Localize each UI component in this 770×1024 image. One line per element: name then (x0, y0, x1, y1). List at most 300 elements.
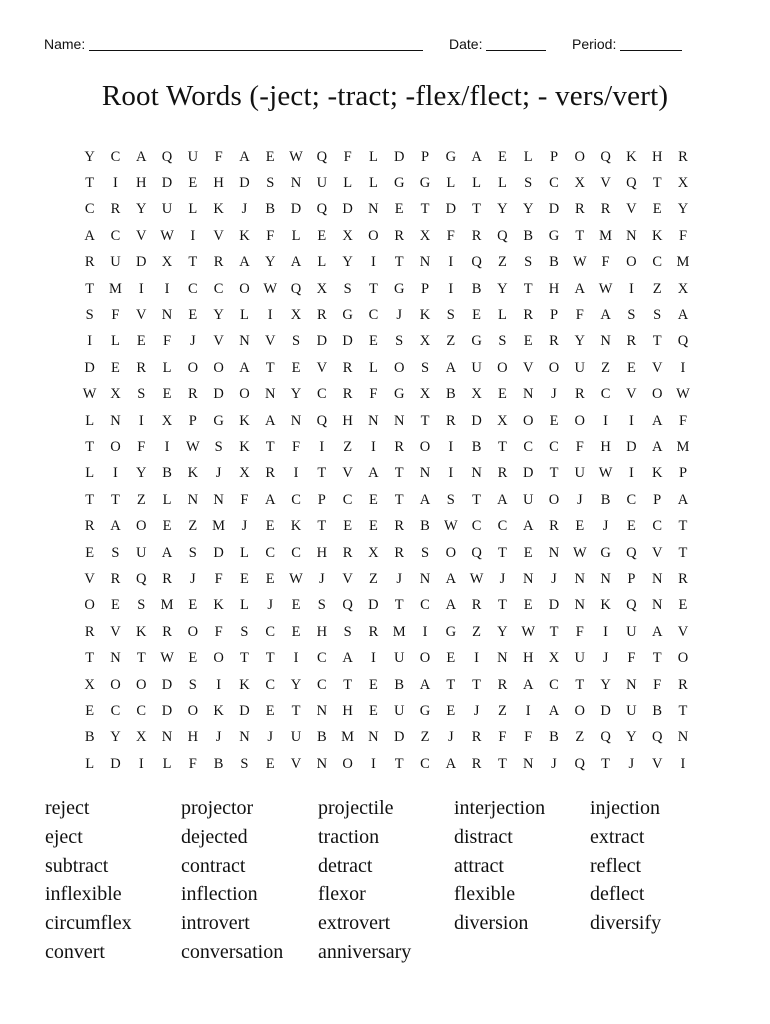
grid-letter[interactable]: R (162, 623, 173, 640)
grid-letter[interactable]: R (136, 359, 147, 376)
grid-letter[interactable]: S (85, 307, 95, 324)
grid-letter[interactable]: K (213, 702, 225, 719)
grid-letter[interactable]: O (239, 280, 251, 297)
grid-letter[interactable]: B (394, 676, 405, 693)
grid-letter[interactable]: R (213, 254, 224, 271)
grid-letter[interactable]: Q (161, 148, 173, 165)
grid-letter[interactable]: Y (497, 201, 509, 218)
grid-letter[interactable]: T (575, 227, 585, 244)
grid-letter[interactable]: W (469, 570, 484, 587)
grid-letter[interactable]: R (110, 570, 121, 587)
grid-letter[interactable]: N (239, 729, 251, 746)
grid-letter[interactable]: O (136, 518, 147, 535)
grid-letter[interactable]: X (161, 254, 173, 271)
grid-letter[interactable]: F (575, 438, 585, 455)
grid-letter[interactable]: E (162, 386, 172, 403)
grid-letter[interactable]: Y (290, 386, 302, 403)
grid-letter[interactable]: U (316, 175, 328, 192)
grid-letter[interactable]: O (213, 359, 225, 376)
grid-letter[interactable]: R (394, 544, 405, 561)
grid-letter[interactable]: Q (677, 333, 689, 350)
grid-letter[interactable]: O (445, 544, 457, 561)
grid-letter[interactable]: C (265, 623, 276, 640)
grid-letter[interactable]: A (600, 307, 612, 324)
grid-letter[interactable]: N (316, 755, 328, 772)
grid-letter[interactable]: F (214, 623, 224, 640)
grid-letter[interactable]: A (445, 597, 457, 614)
grid-letter[interactable]: W (185, 438, 201, 455)
grid-letter[interactable]: X (110, 386, 122, 403)
grid-letter[interactable]: I (370, 438, 377, 455)
grid-letter[interactable]: I (628, 465, 635, 482)
grid-letter[interactable]: Q (626, 175, 638, 192)
grid-letter[interactable]: T (136, 650, 147, 667)
grid-letter[interactable]: C (265, 544, 276, 561)
grid-letter[interactable]: E (265, 518, 276, 535)
grid-letter[interactable]: E (188, 650, 198, 667)
grid-letter[interactable]: O (368, 227, 380, 244)
grid-letter[interactable]: O (677, 650, 689, 667)
grid-letter[interactable]: U (136, 544, 147, 561)
grid-letter[interactable]: R (110, 201, 121, 218)
grid-letter[interactable]: F (627, 650, 636, 667)
grid-letter[interactable]: Z (497, 702, 508, 719)
grid-letter[interactable]: Y (600, 676, 612, 693)
grid-letter[interactable]: O (574, 412, 586, 429)
grid-letter[interactable]: W (289, 570, 304, 587)
grid-letter[interactable]: R (497, 676, 508, 693)
grid-letter[interactable]: V (136, 307, 147, 324)
grid-letter[interactable]: C (213, 280, 224, 297)
grid-letter[interactable]: E (368, 491, 379, 508)
grid-letter[interactable]: U (393, 650, 405, 667)
grid-letter[interactable]: S (240, 755, 249, 772)
grid-letter[interactable]: Y (677, 201, 689, 218)
grid-letter[interactable]: E (626, 518, 637, 535)
grid-letter[interactable]: A (419, 491, 431, 508)
grid-letter[interactable]: B (523, 227, 534, 244)
grid-letter[interactable]: T (265, 359, 276, 376)
grid-letter[interactable]: Y (574, 333, 586, 350)
grid-letter[interactable]: D (522, 465, 534, 482)
grid-letter[interactable]: E (111, 597, 121, 614)
grid-letter[interactable]: G (445, 623, 457, 640)
grid-letter[interactable]: R (600, 201, 611, 218)
grid-letter[interactable]: T (497, 597, 508, 614)
grid-letter[interactable]: T (678, 702, 688, 719)
grid-letter[interactable]: E (291, 359, 301, 376)
grid-letter[interactable]: A (239, 148, 251, 165)
grid-letter[interactable]: J (473, 702, 480, 719)
grid-letter[interactable]: F (575, 307, 585, 324)
grid-letter[interactable]: C (110, 702, 121, 719)
grid-letter[interactable]: F (678, 412, 688, 429)
grid-letter[interactable]: Y (522, 201, 534, 218)
grid-letter[interactable]: B (549, 729, 560, 746)
grid-letter[interactable]: W (598, 280, 613, 297)
grid-letter[interactable]: R (497, 465, 508, 482)
grid-letter[interactable]: N (522, 386, 534, 403)
grid-letter[interactable]: C (497, 518, 508, 535)
grid-letter[interactable]: I (448, 254, 454, 271)
grid-letter[interactable]: E (368, 333, 379, 350)
grid-letter[interactable]: C (652, 254, 663, 271)
grid-letter[interactable]: R (342, 386, 353, 403)
grid-letter[interactable]: S (214, 438, 224, 455)
grid-letter[interactable]: E (317, 227, 327, 244)
grid-letter[interactable]: Y (290, 676, 302, 693)
grid-letter[interactable]: F (601, 254, 611, 271)
grid-letter[interactable]: X (368, 544, 380, 561)
grid-letter[interactable]: I (448, 438, 454, 455)
grid-letter[interactable]: T (420, 412, 430, 429)
grid-letter[interactable]: R (471, 755, 482, 772)
grid-letter[interactable]: X (239, 465, 251, 482)
grid-letter[interactable]: C (549, 438, 560, 455)
grid-letter[interactable]: R (678, 148, 689, 165)
grid-letter[interactable]: C (420, 755, 431, 772)
grid-letter[interactable]: S (240, 623, 249, 640)
grid-letter[interactable]: E (188, 175, 198, 192)
grid-letter[interactable]: N (419, 465, 431, 482)
grid-letter[interactable]: E (497, 386, 508, 403)
grid-letter[interactable]: D (161, 702, 173, 719)
grid-letter[interactable]: P (653, 491, 662, 508)
grid-letter[interactable]: H (316, 623, 328, 640)
grid-letter[interactable]: J (241, 518, 248, 535)
grid-letter[interactable]: R (549, 333, 560, 350)
grid-letter[interactable]: I (680, 755, 686, 772)
grid-letter[interactable]: Z (136, 491, 147, 508)
grid-letter[interactable]: R (626, 333, 637, 350)
grid-letter[interactable]: C (84, 201, 95, 218)
grid-letter[interactable]: P (420, 280, 430, 297)
grid-letter[interactable]: R (678, 570, 689, 587)
grid-letter[interactable]: T (497, 755, 508, 772)
grid-letter[interactable]: O (574, 148, 586, 165)
grid-letter[interactable]: J (190, 333, 197, 350)
grid-letter[interactable]: X (419, 227, 431, 244)
grid-letter[interactable]: S (317, 597, 327, 614)
date-blank-line[interactable] (486, 36, 546, 51)
grid-letter[interactable]: Z (368, 570, 379, 587)
grid-letter[interactable]: S (111, 544, 120, 561)
grid-letter[interactable]: Y (626, 729, 638, 746)
grid-letter[interactable]: W (572, 254, 588, 271)
grid-letter[interactable]: I (525, 702, 532, 719)
grid-letter[interactable]: G (213, 412, 225, 429)
grid-letter[interactable]: F (291, 438, 301, 455)
grid-letter[interactable]: J (551, 755, 558, 772)
grid-letter[interactable]: R (471, 227, 482, 244)
grid-letter[interactable]: L (446, 175, 456, 192)
grid-letter[interactable]: I (164, 280, 170, 297)
grid-letter[interactable]: R (265, 465, 276, 482)
grid-letter[interactable]: R (471, 597, 482, 614)
grid-letter[interactable]: X (677, 175, 689, 192)
grid-letter[interactable]: N (471, 465, 483, 482)
grid-letter[interactable]: E (497, 148, 508, 165)
grid-letter[interactable]: K (626, 148, 638, 165)
grid-letter[interactable]: P (549, 307, 559, 324)
grid-letter[interactable]: P (549, 148, 559, 165)
grid-letter[interactable]: C (136, 702, 147, 719)
grid-letter[interactable]: R (574, 386, 586, 403)
grid-letter[interactable]: I (216, 676, 222, 693)
grid-letter[interactable]: E (291, 623, 301, 640)
grid-letter[interactable]: O (136, 676, 147, 693)
grid-letter[interactable]: N (651, 597, 663, 614)
grid-letter[interactable]: T (291, 702, 301, 719)
grid-letter[interactable]: T (420, 201, 430, 218)
grid-letter[interactable]: V (290, 755, 302, 772)
grid-letter[interactable]: N (290, 412, 302, 429)
grid-letter[interactable]: V (84, 570, 96, 587)
grid-letter[interactable]: T (85, 491, 95, 508)
grid-letter[interactable]: J (499, 570, 506, 587)
grid-letter[interactable]: Q (471, 544, 483, 561)
grid-letter[interactable]: I (267, 307, 274, 324)
period-blank-line[interactable] (620, 36, 682, 51)
grid-letter[interactable]: D (393, 729, 405, 746)
grid-letter[interactable]: M (599, 227, 613, 244)
grid-letter[interactable]: X (471, 386, 483, 403)
grid-letter[interactable]: T (317, 518, 327, 535)
grid-letter[interactable]: T (549, 623, 559, 640)
grid-letter[interactable]: C (316, 676, 328, 693)
grid-letter[interactable]: Q (600, 729, 612, 746)
grid-letter[interactable]: W (676, 386, 691, 403)
grid-letter[interactable]: R (84, 254, 95, 271)
grid-letter[interactable]: T (85, 650, 95, 667)
grid-letter[interactable]: R (523, 307, 534, 324)
grid-letter[interactable]: V (651, 755, 663, 772)
grid-letter[interactable]: F (653, 676, 662, 693)
grid-letter[interactable]: L (162, 359, 172, 376)
grid-letter[interactable]: X (419, 386, 431, 403)
name-blank-line[interactable] (89, 36, 423, 51)
grid-letter[interactable]: M (160, 597, 174, 614)
grid-letter[interactable]: Q (342, 597, 354, 614)
grid-letter[interactable]: D (161, 676, 173, 693)
grid-letter[interactable]: K (419, 307, 431, 324)
grid-letter[interactable]: L (111, 333, 121, 350)
grid-letter[interactable]: S (446, 307, 456, 324)
grid-letter[interactable]: S (420, 359, 430, 376)
grid-letter[interactable]: A (419, 676, 431, 693)
grid-letter[interactable]: T (394, 755, 405, 772)
grid-letter[interactable]: A (239, 359, 251, 376)
grid-letter[interactable]: C (110, 148, 121, 165)
grid-letter[interactable]: U (574, 650, 586, 667)
grid-letter[interactable]: U (522, 491, 534, 508)
grid-letter[interactable]: A (522, 518, 534, 535)
grid-letter[interactable]: T (652, 175, 663, 192)
grid-letter[interactable]: H (600, 438, 612, 455)
grid-letter[interactable]: D (600, 702, 612, 719)
grid-letter[interactable]: J (318, 570, 326, 587)
grid-letter[interactable]: W (263, 280, 278, 297)
grid-letter[interactable]: N (419, 570, 431, 587)
grid-letter[interactable]: J (602, 650, 609, 667)
grid-letter[interactable]: N (574, 570, 586, 587)
grid-letter[interactable]: E (85, 544, 95, 561)
grid-letter[interactable]: T (678, 544, 688, 561)
grid-letter[interactable]: R (394, 227, 405, 244)
grid-letter[interactable]: E (368, 676, 379, 693)
grid-letter[interactable]: O (187, 359, 199, 376)
grid-letter[interactable]: B (471, 280, 482, 297)
grid-letter[interactable]: C (291, 491, 302, 508)
grid-letter[interactable]: N (316, 702, 328, 719)
grid-letter[interactable]: M (676, 254, 690, 271)
grid-letter[interactable]: N (574, 597, 586, 614)
grid-letter[interactable]: J (241, 201, 248, 218)
grid-letter[interactable]: K (213, 597, 225, 614)
name-field[interactable] (44, 34, 423, 52)
grid-letter[interactable]: D (342, 333, 354, 350)
grid-letter[interactable]: V (651, 544, 663, 561)
grid-letter[interactable]: E (678, 597, 688, 614)
grid-letter[interactable]: B (445, 386, 457, 403)
grid-letter[interactable]: V (316, 359, 328, 376)
grid-letter[interactable]: T (472, 491, 482, 508)
grid-letter[interactable]: A (445, 570, 457, 587)
grid-letter[interactable]: Q (574, 755, 586, 772)
grid-letter[interactable]: Z (446, 333, 456, 350)
grid-letter[interactable]: F (343, 148, 353, 165)
grid-letter[interactable]: Y (497, 280, 509, 297)
grid-letter[interactable]: I (138, 412, 145, 429)
grid-letter[interactable]: I (474, 650, 480, 667)
grid-letter[interactable]: G (419, 175, 431, 192)
grid-letter[interactable]: V (264, 333, 276, 350)
grid-letter[interactable]: I (448, 465, 454, 482)
grid-letter[interactable]: F (446, 227, 456, 244)
grid-letter[interactable]: U (626, 623, 638, 640)
grid-letter[interactable]: C (110, 227, 121, 244)
grid-letter[interactable]: O (497, 359, 509, 376)
grid-letter[interactable]: W (572, 544, 588, 561)
grid-letter[interactable]: U (574, 465, 586, 482)
grid-letter[interactable]: S (627, 307, 636, 324)
grid-letter[interactable]: L (85, 465, 95, 482)
grid-letter[interactable]: O (84, 597, 96, 614)
grid-letter[interactable]: B (600, 491, 611, 508)
grid-letter[interactable]: C (549, 175, 560, 192)
grid-letter[interactable]: N (600, 570, 612, 587)
grid-letter[interactable]: V (213, 333, 225, 350)
grid-letter[interactable]: L (240, 544, 250, 561)
grid-letter[interactable]: A (548, 702, 560, 719)
grid-letter[interactable]: U (187, 148, 199, 165)
grid-letter[interactable]: T (497, 544, 508, 561)
grid-letter[interactable]: F (240, 491, 249, 508)
grid-letter[interactable]: D (316, 333, 328, 350)
grid-letter[interactable]: R (84, 623, 95, 640)
grid-letter[interactable]: T (446, 676, 456, 693)
grid-letter[interactable]: X (84, 676, 96, 693)
grid-letter[interactable]: N (626, 227, 638, 244)
grid-letter[interactable]: I (190, 227, 196, 244)
grid-letter[interactable]: O (187, 623, 199, 640)
grid-letter[interactable]: C (523, 438, 534, 455)
grid-letter[interactable]: H (548, 280, 560, 297)
grid-letter[interactable]: W (443, 518, 459, 535)
grid-letter[interactable]: F (188, 755, 198, 772)
grid-letter[interactable]: S (343, 623, 353, 640)
period-field[interactable] (572, 34, 682, 52)
grid-letter[interactable]: X (161, 412, 173, 429)
grid-letter[interactable]: Q (290, 280, 302, 297)
grid-letter[interactable]: E (291, 597, 301, 614)
grid-letter[interactable]: I (113, 465, 119, 482)
grid-letter[interactable]: V (651, 359, 663, 376)
grid-letter[interactable]: E (265, 570, 276, 587)
grid-letter[interactable]: N (239, 333, 251, 350)
grid-letter[interactable]: I (164, 438, 170, 455)
grid-letter[interactable]: T (240, 650, 250, 667)
grid-letter[interactable]: Q (316, 201, 328, 218)
grid-letter[interactable]: W (521, 623, 536, 640)
grid-letter[interactable]: I (138, 280, 145, 297)
grid-letter[interactable]: F (137, 438, 146, 455)
grid-letter[interactable]: A (342, 650, 354, 667)
grid-letter[interactable]: J (576, 491, 584, 508)
grid-letter[interactable]: A (264, 491, 276, 508)
grid-letter[interactable]: E (162, 518, 172, 535)
grid-letter[interactable]: I (422, 623, 428, 640)
grid-letter[interactable]: S (420, 544, 430, 561)
grid-letter[interactable]: N (110, 650, 122, 667)
grid-letter[interactable]: I (628, 280, 635, 297)
grid-letter[interactable]: D (136, 254, 147, 271)
grid-letter[interactable]: T (575, 676, 585, 693)
grid-letter[interactable]: G (342, 307, 354, 324)
grid-letter[interactable]: L (85, 755, 95, 772)
grid-letter[interactable]: C (471, 518, 482, 535)
grid-letter[interactable]: F (524, 729, 533, 746)
grid-letter[interactable]: K (136, 623, 147, 640)
grid-letter[interactable]: D (548, 201, 560, 218)
grid-letter[interactable]: D (84, 359, 96, 376)
grid-letter[interactable]: Q (626, 597, 638, 614)
grid-letter[interactable]: G (548, 227, 560, 244)
grid-letter[interactable]: R (445, 412, 457, 429)
grid-letter[interactable]: R (549, 518, 560, 535)
grid-letter[interactable]: Z (652, 280, 663, 297)
grid-letter[interactable]: T (394, 491, 405, 508)
grid-letter[interactable]: G (393, 175, 405, 192)
grid-letter[interactable]: C (316, 386, 328, 403)
grid-letter[interactable]: E (240, 570, 250, 587)
grid-letter[interactable]: M (392, 623, 407, 640)
grid-letter[interactable]: O (110, 676, 122, 693)
grid-letter[interactable]: E (85, 702, 95, 719)
grid-letter[interactable]: R (162, 570, 173, 587)
grid-letter[interactable]: V (626, 201, 638, 218)
grid-letter[interactable]: S (137, 386, 146, 403)
grid-letter[interactable]: V (522, 359, 534, 376)
grid-letter[interactable]: E (368, 702, 379, 719)
grid-letter[interactable]: H (522, 650, 534, 667)
grid-letter[interactable]: A (471, 148, 483, 165)
grid-letter[interactable]: I (138, 755, 145, 772)
grid-letter[interactable]: R (678, 676, 689, 693)
grid-letter[interactable]: Y (264, 254, 276, 271)
grid-letter[interactable]: O (239, 386, 251, 403)
grid-letter[interactable]: E (523, 597, 534, 614)
